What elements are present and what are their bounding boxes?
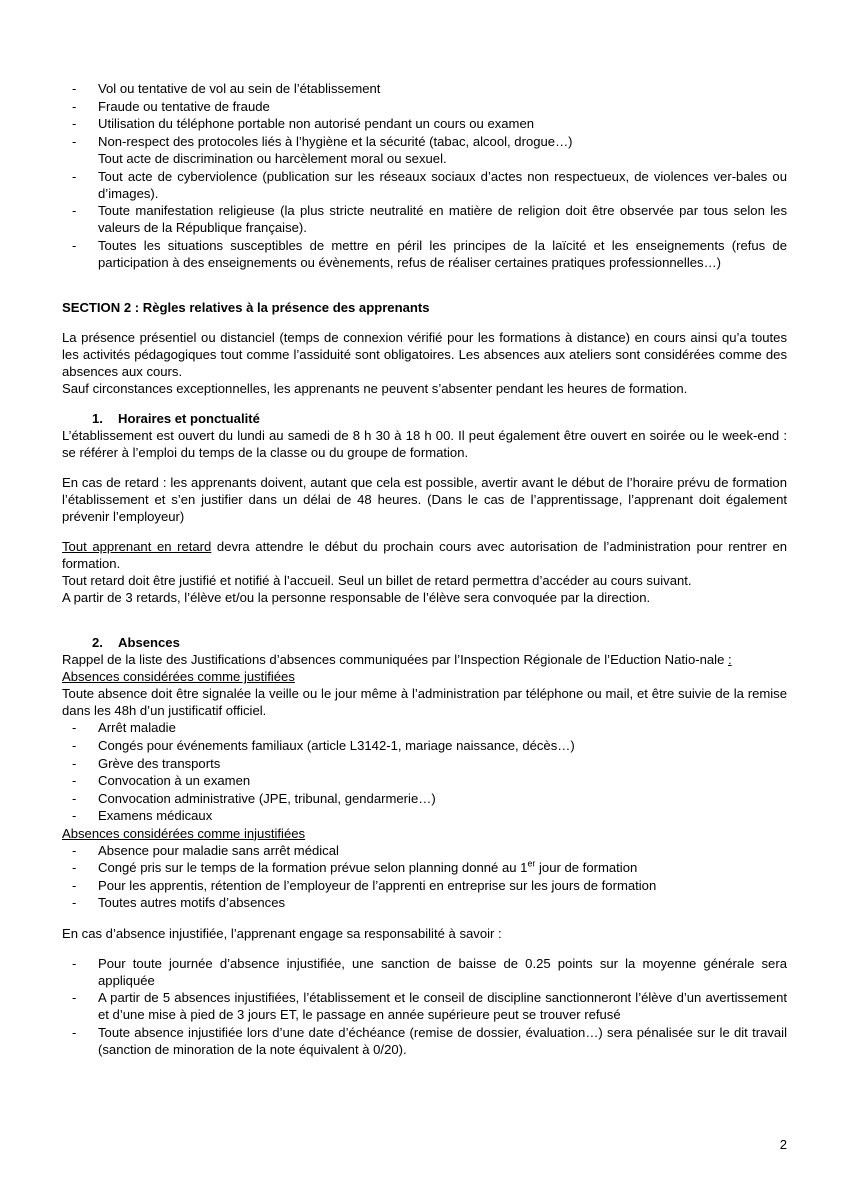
- absences-paragraph-1-text: Rappel de la liste des Justifications d’absences communiquées par l’Inspection Régionale de l’Eduction Natio-nale: [62, 652, 728, 668]
- absences-paragraph-2: Toute absence doit être signalée la veille ou le jour même à l’administration par téléphone ou mail, et être suivie de la remise dans les 48h d’un justificatif officiel.: [62, 686, 787, 719]
- list-item: - Grève des transports: [62, 755, 787, 772]
- horaires-paragraph-4: Tout retard doit être justifié et notifié à l’accueil. Seul un billet de retard permettra d’accéder au cours suivant.: [62, 573, 692, 589]
- list-item: - Arrêt maladie: [62, 719, 787, 736]
- list-item: - Congés pour événements familiaux (article L3142-1, mariage naissance, décès…): [62, 737, 787, 754]
- list-item: - Toutes autres motifs d’absences: [62, 894, 787, 911]
- horaires-paragraph-1: L’établissement est ouvert du lundi au samedi de 8 h 30 à 18 h 00. Il peut également être ouvert en soirée ou le week-end : se référer à l’emploi du temps de la classe ou du groupe de formation.: [62, 428, 787, 461]
- heading-absences-number: 2.: [92, 635, 103, 651]
- list-item: Tout acte de discrimination ou harcèlement moral ou sexuel.: [98, 151, 447, 167]
- list-item: - Non-respect des protocoles liés à l’hygiène et la sécurité (tabac, alcool, drogue…): [62, 133, 787, 150]
- heading-absences: [62, 634, 787, 651]
- section-2-title: SECTION 2 : Règles relatives à la présence des apprenants: [62, 300, 430, 316]
- page-number: 2: [779, 1137, 787, 1152]
- list-item: - Pour toute journée d’absence injustifiée, une sanction de baisse de 0.25 points sur la moyenne générale sera appliquée: [62, 955, 787, 989]
- list-item: - Utilisation du téléphone portable non autorisé pendant un cours ou examen: [62, 115, 787, 132]
- forbidden-acts-list: [62, 80, 787, 271]
- section-2-intro-1: La présence présentiel ou distanciel (temps de connexion vérifié pour les formations à distance) en cours ainsi qu’a toutes les activités pédagogiques tout comme l’assiduité sont obligatoires. Les absences aux ateliers sont considérées comme des absences aux cours.: [62, 330, 787, 380]
- absences-paragraph-1-colon: :: [728, 652, 732, 668]
- list-item: - Fraude ou tentative de fraude: [62, 98, 787, 115]
- absences-paragraph-1: [62, 651, 787, 668]
- list-item: - Vol ou tentative de vol au sein de l’établissement: [62, 80, 787, 97]
- horaires-paragraph-2: En cas de retard : les apprenants doivent, autant que cela est possible, avertir avant le début de l’horaire prévu de formation l’établissement et s’en justifier dans un délai de 48 heures. (Dans le cas de l’apprentissage, l’apprenant doit également prévenir l’employeur): [62, 475, 787, 525]
- horaires-paragraph-3: [62, 538, 787, 572]
- section-2-intro-2: Sauf circonstances exceptionnelles, les apprenants ne peuvent s’absenter pendant les heures de formation.: [62, 381, 688, 397]
- list-item-text-pre: Congé pris sur le temps de la formation prévue selon planning donné au 1: [98, 860, 528, 876]
- heading-absences-label: Absences: [118, 635, 180, 651]
- sanctions-list: [62, 955, 787, 1058]
- list-item-text-post: jour de formation: [535, 860, 638, 876]
- heading-horaires-label: Horaires et ponctualité: [118, 411, 260, 427]
- absences-paragraph-3: En cas d’absence injustifiée, l’apprenant engage sa responsabilité à savoir :: [62, 925, 502, 941]
- list-item: - Convocation administrative (JPE, tribunal, gendarmerie…): [62, 790, 787, 807]
- list-item-ordinal-suffix: er: [527, 858, 536, 869]
- heading-horaires: [62, 410, 787, 427]
- list-item: - Toute manifestation religieuse (la plus stricte neutralité en matière de religion doit être observée par tous selon les valeurs de la République française).: [62, 202, 787, 236]
- list-item: - Toute absence injustifiée lors d’une date d’échéance (remise de dossier, évaluation…) sera pénalisée sur le dit travail (sanction de minoration de la note équivalent à 0/20).: [62, 1024, 787, 1058]
- subtitle-absences-injustifiees: Absences considérées comme injustifiées: [62, 825, 306, 841]
- list-item: - A partir de 5 absences injustifiées, l’établissement et le conseil de discipline sanctionneront l’élève d’un avertissement et d’une mise à pied de 3 jours ET, le passage en année supérieure peut se trouver refusé: [62, 989, 787, 1023]
- retard-rest-text: devra attendre le début du prochain cours avec autorisation de l’administration pour rentrer en formation.: [62, 539, 788, 572]
- list-item: - Pour les apprentis, rétention de l’employeur de l’apprenti en entreprise sur les jours de formation: [62, 877, 787, 894]
- list-item: - Convocation à un examen: [62, 772, 787, 789]
- unjustified-absences-list: [62, 842, 787, 912]
- document-body: [62, 80, 787, 1058]
- list-item: - Toutes les situations susceptibles de mettre en péril les principes de la laïcité et les enseignements (refus de participation à des enseignements ou évènements, refus de réaliser certaines pratiques professionnelles…): [62, 237, 787, 271]
- subtitle-absences-justifiees: Absences considérées comme justifiées: [62, 669, 295, 685]
- list-item: - Examens médicaux: [62, 807, 787, 824]
- heading-horaires-number: 1.: [92, 411, 103, 427]
- list-item: - Absence pour maladie sans arrêt médical: [62, 842, 787, 859]
- list-item: [62, 859, 787, 876]
- justified-absences-list: [62, 719, 787, 824]
- list-item: - Tout acte de cyberviolence (publication sur les réseaux sociaux d’actes non respectueux, de violences ver-bales ou d’images).: [62, 168, 787, 202]
- horaires-paragraph-5: A partir de 3 retards, l’élève et/ou la personne responsable de l’élève sera convoquée par la direction.: [62, 590, 651, 606]
- retard-underlined-text: Tout apprenant en retard: [62, 539, 212, 555]
